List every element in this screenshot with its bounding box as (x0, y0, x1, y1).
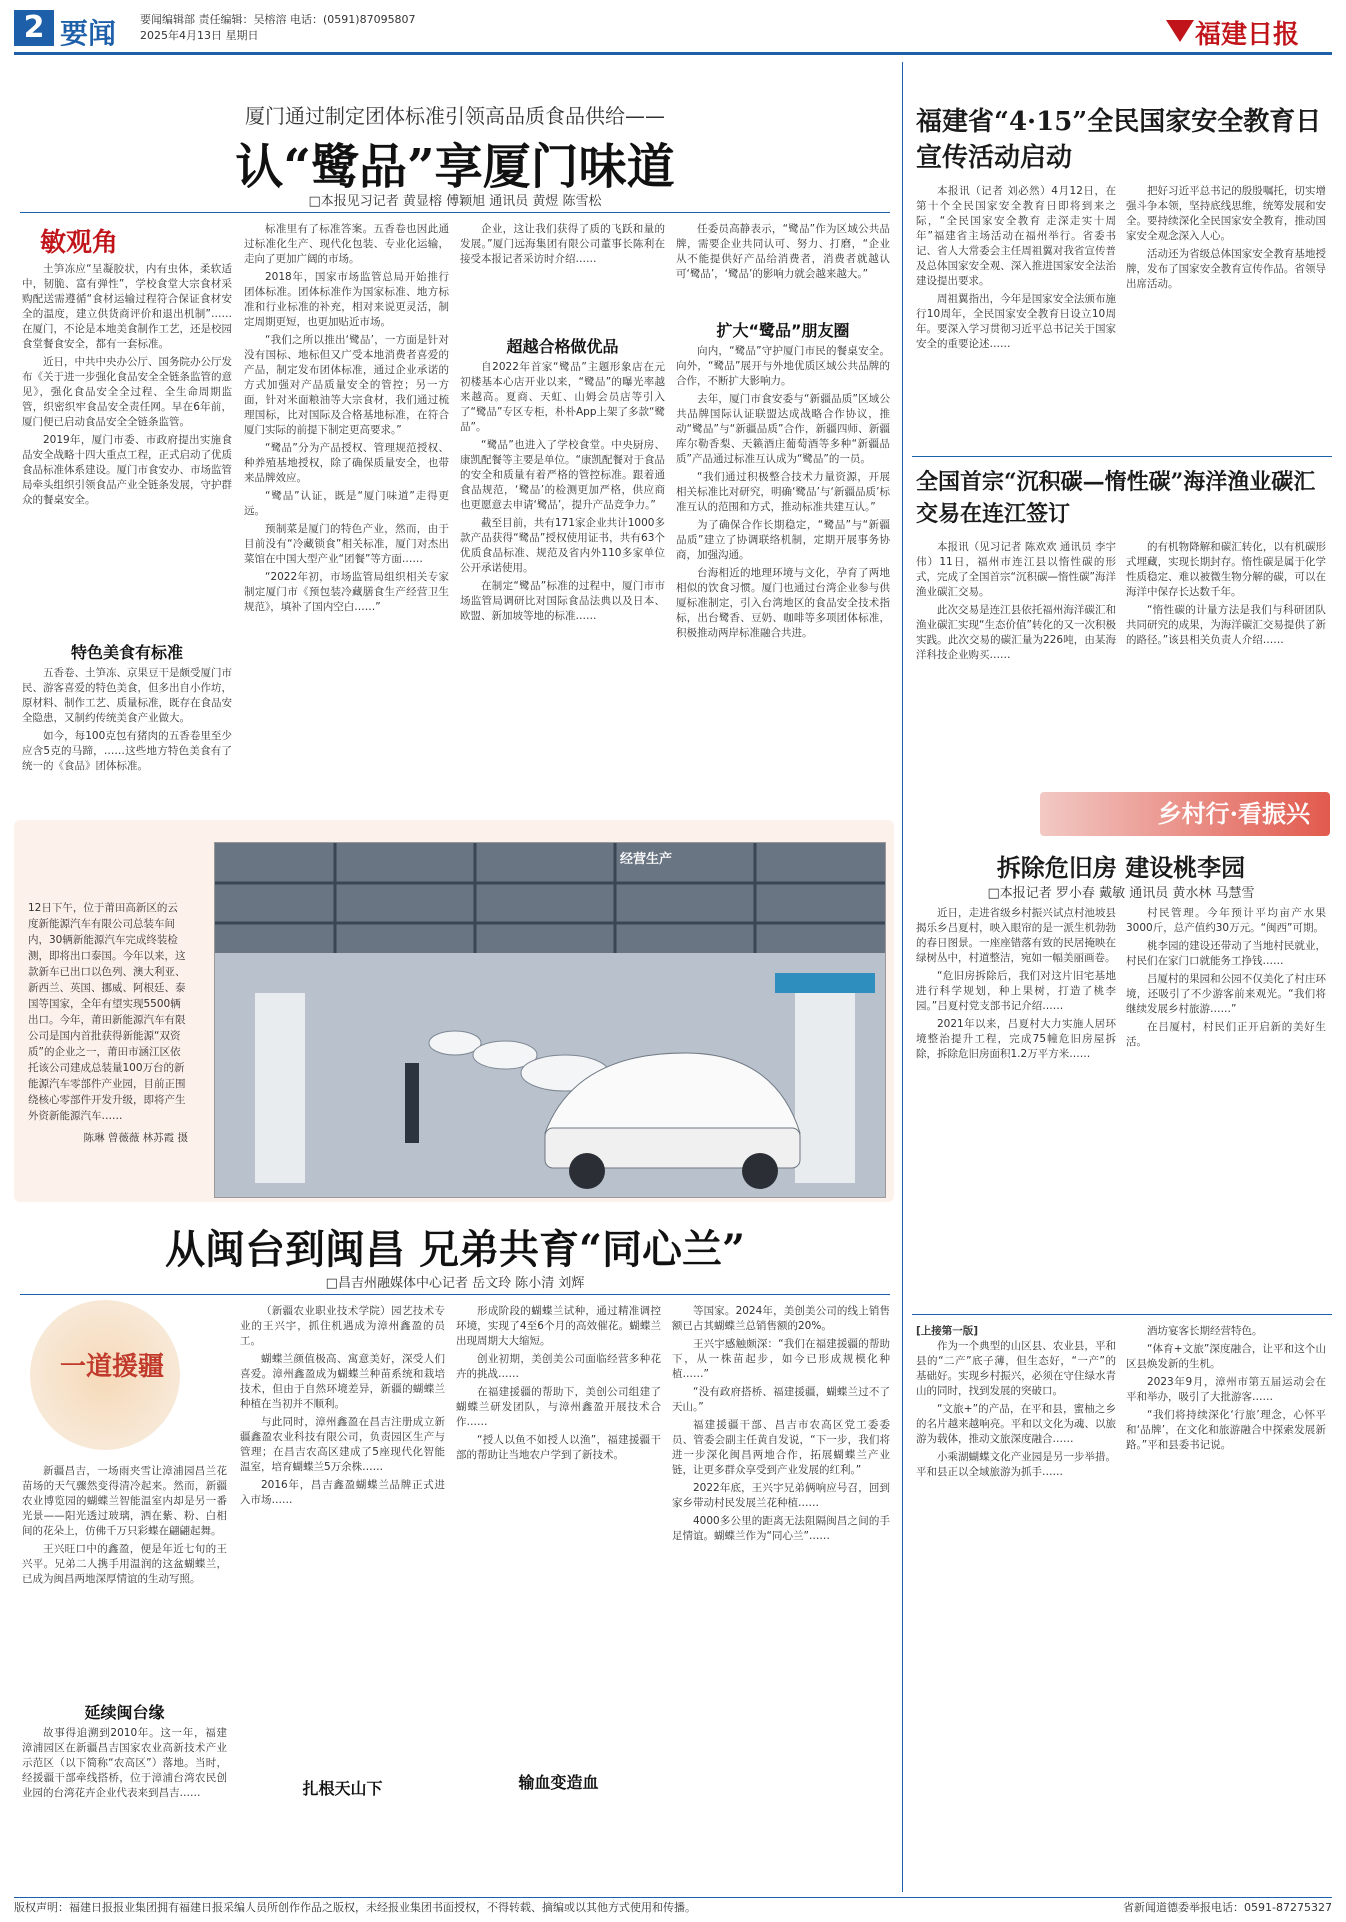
continued-col-1 (916, 1324, 1116, 1890)
main-subheading-3: 扩大“鹭品”朋友圈 (716, 321, 850, 340)
paragraph: 酒坊宴客长期经营特色。 (1147, 1325, 1263, 1337)
paragraph: 2021年以来，吕夏村大力实施人居环境整治提升工程，完成75幢危旧房屋拆除，拆除危旧房面积1.2万平方米…… (916, 1018, 1116, 1060)
main-byline: □本报见习记者 黄显榕 傅颖旭 通讯员 黄煜 陈雪松 (308, 194, 602, 209)
paragraph: 本报讯（见习记者 陈欢欢 通讯员 李宇伟）11日，福州市连江县以惰性碳的形式，完成了全国首宗“沉积碳—惰性碳”海洋渔业碳汇交易。 (916, 541, 1116, 598)
photo-caption (28, 900, 188, 1200)
village-col-1 (916, 906, 1116, 1304)
main-col-1 (22, 262, 232, 642)
paragraph: 新疆昌吉，一场雨夹雪让漳浦园昌兰花苗场的天气骤然变得清冷起来。然而，新疆农业博览园的蝴蝶兰智能温室内却是另一番光景——阳光透过玻璃，洒在紫、粉、白相间的花朵上，仿佛千万只彩蝶在翩翩起舞。 (22, 1465, 227, 1537)
paragraph: 近日，中共中央办公厅、国务院办公厅发布《关于进一步强化食品安全全链条监管的意见》，强化食品安全全过程、全生命周期监管，织密织牢食品安全责任网。早在6年前，厦门便已启动食品安全全链条监管。 (22, 356, 232, 428)
paragraph: 作为一个典型的山区县、农业县，平和县的“二产”底子薄，但生态好，“一产”的基础好。实现乡村振兴，必须在守住绿水青山的同时，找到发展的突破口。 (916, 1340, 1116, 1397)
paragraph: （新疆农业职业技术学院）园艺技术专业的王兴宇，抓住机遇成为漳州鑫盈的员工。 (240, 1305, 445, 1347)
paragraph: 自2022年首家“鹭品”主题形象店在元初楼基本心店开业以来，“鹭品”的曝光率越来越高。夏商、天虹、山姆会员店等引入了“鹭品”专区专柜，朴朴App上架了多款“鹭品”。 (460, 361, 665, 433)
main-col-4a (676, 222, 890, 314)
continued-col-2 (1126, 1324, 1326, 1890)
photo-credit: 陈琳 曾薇薇 林苏霞 摄 (83, 1132, 188, 1144)
continued-label: [上接第一版] (916, 1325, 979, 1337)
paragraph: 福建援疆干部、昌吉市农高区党工委委员、管委会副主任黄自发说，“下一步，我们将进一步深化闽昌两地合作，拓展蝴蝶兰产业链，让更多群众享受到产业发展的红利。” (672, 1419, 890, 1476)
main-divider (20, 212, 890, 213)
lan-byline: □昌吉州融媒体中心记者 岳文玲 陈小清 刘辉 (325, 1276, 585, 1291)
paragraph: 创业初期，美创美公司面临经营多种花卉的挑战…… (456, 1353, 661, 1380)
paragraph: “体育+文旅”深度融合，让平和这个山区县焕发新的生机。 (1126, 1343, 1326, 1370)
paragraph: 等国家。2024年，美创美公司的线上销售额已占其蝴蝶兰总销售额的20%。 (672, 1305, 890, 1332)
paragraph: 截至目前，共有171家企业共计1000多款产品获得“鹭品”授权使用证书，共有63个优质食品标准、规范及省内外110多家单位公开承诺使用。 (460, 517, 665, 574)
village-banner: 乡村行·看振兴 (1040, 792, 1330, 836)
paragraph: 本报讯（记者 刘必然）4月12日，在第十个全民国家安全教育日即将到来之际，“全民国家安全教育 走深走实十周年”福建省主场活动在福州举行。省委书记、省人大常委会主任周祖翼对我省宣传普及总体国家安全观、深入推进国家安全法治建设提出要求。 (916, 185, 1116, 287)
factory-photo-illustration (215, 843, 885, 1197)
security-col-2 (1126, 184, 1326, 446)
header-divider (14, 52, 1332, 55)
lan-divider (20, 1294, 890, 1295)
page-number: 2 (14, 10, 54, 46)
paragraph: 任委员高静表示，“鹭品”作为区域公共品牌，需要企业共同认可、努力、打磨，“企业从不能提供好产品给消费者，消费者就越认可‘鹭品’，‘鹭品’的影响力就会越来越大。” (676, 223, 890, 280)
main-subheading-1: 特色美食有标准 (70, 643, 183, 662)
column-divider (902, 62, 903, 1892)
paragraph: 2019年，厦门市委、市政府提出实施食品安全战略十四大重点工程，正式启动了优质食品标准体系建设。厦门市食安办、市场监管局牵头组织引领食品产业全链条发展，守护群众的餐桌安全。 (22, 434, 232, 506)
main-col-2 (244, 222, 449, 808)
paragraph: 标准里有了标准答案。五香卷也因此通过标准化生产、现代化包装、专业化运输，走向了更加广阔的市场。 (244, 223, 449, 265)
main-subheading-2: 超越合格做优品 (506, 337, 619, 356)
main-col-3 (460, 360, 665, 808)
lan-subheading-2: 扎根天山下 (302, 1779, 383, 1798)
main-col-3a (460, 222, 665, 330)
paragraph: 村民管理。今年预计平均亩产水果3000斤，总产值约30万元。“闽西”可期。 (1126, 907, 1326, 934)
security-col-1 (916, 184, 1116, 446)
section-title: 要闻 (60, 17, 117, 50)
paragraph: 2022年底，王兴宇兄弟俩响应号召，回到家乡带动村民发展兰花种植…… (672, 1482, 890, 1509)
paragraph: 吕厦村的果园和公园不仅美化了村庄环境，还吸引了不少游客前来观光。“我们将继续发展乡村旅游……” (1126, 973, 1326, 1015)
carbon-title: 全国首宗“沉积碳—惰性碳”海洋渔业碳汇交易在连江签订 (916, 469, 1316, 527)
newspaper-logo-icon (1166, 20, 1194, 42)
paragraph: 2023年9月，漳州市第五届运动会在平和举办，吸引了大批游客…… (1126, 1376, 1326, 1403)
paragraph: 与此同时，漳州鑫盈在昌吉注册成立新疆鑫盈农业科技有限公司，负责园区生产与管理；在昌吉农高区建成了5座现代化智能温室，培育蝴蝶兰5万余株…… (240, 1416, 445, 1473)
paragraph: “鹭品”认证，既是“厦门味道”走得更远。 (244, 490, 449, 517)
header-meta (140, 12, 416, 44)
paragraph: 在福建援疆的帮助下，美创公司组建了蝴蝶兰研发团队，与漳州鑫盈开展技术合作…… (456, 1386, 661, 1428)
paragraph: 形成阶段的蝴蝶兰试种，通过精准调控环境，实现了4至6个月的高效催花。蝴蝶兰出现周期大大缩短。 (456, 1305, 661, 1347)
village-col-2 (1126, 906, 1326, 1304)
paragraph: “我们通过积极整合技术力量资源，开展相关标准比对研究，明确‘鹭品’与‘新疆品质’标准互认的范围和方式，推动标准共建互认。” (676, 471, 890, 513)
paragraph: 故事得追溯到2010年。这一年，福建漳浦园区在新疆昌吉国家农业高新技术产业示范区（以下简称“农高区”）落地。当时，经援疆干部牵线搭桥，位于漳浦台湾农民创业园的台湾花卉企业代表来到昌吉…… (22, 1727, 227, 1799)
paragraph: “危旧房拆除后，我们对这片旧宅基地进行科学规划，种上果树，打造了桃李园。”吕夏村党支部书记介绍…… (916, 970, 1116, 1012)
village-byline: □本报记者 罗小春 戴敏 通讯员 黄水林 马慧雪 (987, 886, 1255, 901)
security-day-title: 福建省“4·15”全民国家安全教育日宣传活动启动 (916, 107, 1322, 173)
paragraph: “文旅+”的产品，在平和县，蜜柚之乡的名片越来越响亮。平和以文化为魂、以旅游为载体，推动文旅深度融合…… (916, 1403, 1116, 1445)
paragraph: 周祖翼指出，今年是国家安全法颁布施行10周年，全民国家安全教育日设立10周年。要深入学习贯彻习近平总书记关于国家安全的重要论述…… (916, 293, 1116, 350)
paragraph: 去年，厦门市食安委与“新疆品质”区域公共品牌国际认证联盟达成战略合作协议，推动“鹭品”与“新疆品质”合作，新疆四师、新疆库尔勒香梨、天籁酒庄葡萄酒等多种“新疆品质”产品通过标准互认成为“鹭品”的一员。 (676, 393, 890, 465)
paragraph: 蝴蝶兰颜值极高、寓意美好，深受人们喜爱。漳州鑫盈成为蝴蝶兰种苗系统和栽培技术，但由于自然环境差异，新疆的蝴蝶兰种植在当初并不顺利。 (240, 1353, 445, 1410)
paragraph: 为了确保合作长期稳定，“鹭品”与“新疆品质”建立了协调联络机制，定期开展事务协商，加强沟通。 (676, 519, 890, 561)
main-col-4 (676, 344, 890, 808)
factory-photo (214, 842, 886, 1198)
paragraph: 预制菜是厦门的特色产业，然而，由于目前没有“冷藏锁食”相关标准，厦门对杰出菜馆在中国大型产业“团餐”等方面…… (244, 523, 449, 565)
paragraph: “我们将持续深化‘行旅’理念，心怀平和‘品牌’，在文化和旅游融合中探索发展新路。”平和县委书记说。 (1126, 1409, 1326, 1451)
paragraph: 桃李园的建设还带动了当地村民就业，村民们在家门口就能务工挣钱…… (1126, 940, 1326, 967)
lan-col-3 (456, 1304, 661, 1890)
paragraph: 把好习近平总书记的殷殷嘱托，切实增强斗争本领，坚持底线思维，统筹发展和安全。要持续深化全民国家安全教育，推动国家安全观念深入人心。 (1126, 185, 1326, 242)
paragraph: 近日，走进省级乡村振兴试点村池坡县揭乐乡吕夏村，映入眼帘的是一派生机勃勃的春日图景。一座座错落有致的民居掩映在绿树丛中，村道整洁，宛如一幅美丽画卷。 (916, 907, 1116, 964)
paragraph: 王兴旺口中的鑫盈，便是年近七旬的王兴平。兄弟二人携手用温润的这盆蝴蝶兰，已成为闽昌两地深厚情谊的生动写照。 (22, 1543, 227, 1585)
paragraph: 小乘湖蝴蝶文化产业园是另一步举措。平和县正以全域旅游为抓手…… (916, 1451, 1116, 1478)
report-hotline: 省新闻道德委举报电话：0591-87275327 (1123, 1901, 1332, 1914)
paragraph: 此次交易是连江县依托福州海洋碳汇和渔业碳汇实现“生态价值”转化的又一次积极实践。此次交易的碳汇量为226吨，由某海洋科技企业购买…… (916, 604, 1116, 661)
lan-col-1 (22, 1464, 227, 1694)
date-line: 2025年4月13日 星期日 (140, 29, 259, 42)
carbon-col-1 (916, 540, 1116, 778)
newspaper-logo: 福建日报 (1195, 20, 1300, 50)
paragraph: 土笋冻应“呈凝胶状，内有虫体，柔软适中，韧脆、富有弹性”，学校食堂大宗食材采购配送需遵循“食材运输过程符合保证食材安全的温度，建立供货商评价和退出机制”……在厦门，不论是本地美食制作工艺，还是校园食堂餐食安全，都有一套标准。 (22, 263, 232, 350)
paragraph: 4000多公里的距离无法阻隔闽昌之间的手足情谊。蝴蝶兰作为“同心兰”…… (672, 1515, 890, 1542)
footer (14, 1897, 1332, 1918)
paragraph: “我们之所以推出‘鹭品’，一方面是针对没有国标、地标但又广受本地消费者喜爱的产品，制定发布团体标准，通过企业承诺的方式加强对产品质量安全的管控；另一方面，针对米面粮油等大宗食材，我们通过梳理国标，比对国际及合格基地标准，在符合厦门实际的前提下制定更高要求。” (244, 334, 449, 436)
paragraph: 在制定“鹭品”标准的过程中，厦门市市场监管局调研比对国际食品法典以及日本、欧盟、新加坡等地的标准…… (460, 580, 665, 622)
photo-sign: 经营生产 (620, 852, 673, 867)
paragraph: 向内，“鹭品”守护厦门市民的餐桌安全。向外，“鹭品”展开与外地优质区域公共品牌的合作，不断扩大影响力。 (676, 345, 890, 387)
lan-subheading-1: 延续闽台缘 (84, 1703, 165, 1722)
lan-col-1b (22, 1726, 227, 1890)
main-badge: 敏观角 (40, 228, 119, 258)
carbon-col-2 (1126, 540, 1326, 778)
paragraph: 活动还为省级总体国家安全教育基地授牌，发布了国家安全教育宣传作品。省领导出席活动。 (1126, 248, 1326, 290)
editors-line: 要闻编辑部 责任编辑：吴榕溶 电话：(0591)87095807 (140, 13, 416, 26)
village-title: 拆除危旧房 建设桃李园 (996, 853, 1246, 882)
paragraph: “2022年初，市场监管局组织相关专家制定厦门市《预包装冷藏膳食生产经营卫生规范》，填补了国内空白……” (244, 571, 449, 613)
lan-col-2 (240, 1304, 445, 1770)
paragraph: 五香卷、土笋冻、京果豆干是颇受厦门市民、游客喜爱的特色美食，但多出自小作坊，原材料、制作工艺、质量标准，既存在食品安全隐患，又制约传统美食产业做大。 (22, 667, 232, 724)
paragraph: “惰性碳的计量方法是我们与科研团队共同研究的成果，为海洋碳汇交易提供了新的路径。”该县相关负责人介绍…… (1126, 604, 1326, 646)
paragraph: 台海相近的地理环境与文化，孕育了两地相似的饮食习惯。厦门也通过台湾企业参与供厦标准制定，引入台湾地区的食品安全技术指标，出台鹭香、豆奶、咖啡等多项团体标准，积极推动两岸标准融合共进。 (676, 567, 890, 639)
paragraph: 的有机物降解和碳汇转化，以有机碳形式埋藏，实现长期封存。惰性碳是属于化学性质稳定、难以被微生物分解的碳，可以在海洋中保存长达数千年。 (1126, 541, 1326, 598)
lan-title: 从闽台到闽昌 兄弟共育“同心兰” (165, 1226, 745, 1273)
lan-subheading-3: 输血变造血 (518, 1773, 599, 1792)
paragraph: “没有政府搭桥、福建援疆，蝴蝶兰过不了天山。” (672, 1386, 890, 1413)
lan-col-4 (672, 1304, 890, 1890)
paragraph: “鹭品”分为产品授权、管理规范授权、种养殖基地授权，除了确保质量安全，也带来品牌效应。 (244, 442, 449, 484)
main-kicker: 厦门通过制定团体标准引领高品质食品供给—— (245, 104, 665, 128)
paragraph: 王兴宇感触颇深：“我们在福建援疆的帮助下，从一株苗起步，如今已形成规模化种植……” (672, 1338, 890, 1380)
paragraph: 如今，每100克包有猪肉的五香卷里至少应含5克的马蹄，……这些地方特色美食有了统一的《食品》团体标准。 (22, 730, 232, 772)
paragraph: “授人以鱼不如授人以渔”，福建援疆干部的帮助让当地农户学到了新技术。 (456, 1434, 661, 1461)
right-divider-2 (912, 1314, 1332, 1315)
paragraph: 2016年，昌吉鑫盈蝴蝶兰品牌正式进入市场…… (240, 1479, 445, 1506)
right-divider-1 (912, 456, 1332, 457)
copyright-notice: 版权声明：福建日报报业集团拥有福建日报采编人员所创作作品之版权，未经报业集团书面授权，不得转载、摘编或以其他方式使用和传播。 (14, 1901, 696, 1914)
paragraph: 在吕厦村，村民们正开启新的美好生活。 (1126, 1021, 1326, 1048)
lan-badge: 一道援疆 (60, 1352, 165, 1382)
paragraph: 2018年，国家市场监管总局开始推行团体标准。团体标准作为国家标准、地方标准和行业标准的补充，相对来说更灵活，制定周期更短，也更加贴近市场。 (244, 271, 449, 328)
paragraph: 企业，这让我们获得了质的飞跃和量的发展。”厦门远海集团有限公司董事长陈利在接受本报记者采访时介绍…… (460, 223, 665, 265)
paragraph: “鹭品”也进入了学校食堂。中央厨房、康凯配餐等主要是单位。“康凯配餐对于食品的安全和质量有着严格的管控标准。跟着通食品规范，‘鹭品’的检测更加严格，供应商也更愿意去申请‘鹭品’，提升产品竞争力。” (460, 439, 665, 511)
main-col-1b (22, 666, 232, 808)
main-title: 认“鹭品”享厦门味道 (235, 139, 675, 195)
caption-text: 12日下午，位于莆田高新区的云度新能源汽车有限公司总装车间内，30辆新能源汽车完成终装检测，即将出口泰国。今年以来，这款新车已出口以色列、澳大利亚、新西兰、英国、挪威、阿根廷、泰国等国家，全年有望实现5500辆出口。今年，莆田新能源汽车有限公司是国内首批获得新能源“双资质”的企业之一，莆田市涵江区依托该公司建成总装量100万台的新能源汽车零部件产业园，目前正围绕核心零部件开发升级，即将产生外资新能源汽车…… (28, 902, 186, 1122)
